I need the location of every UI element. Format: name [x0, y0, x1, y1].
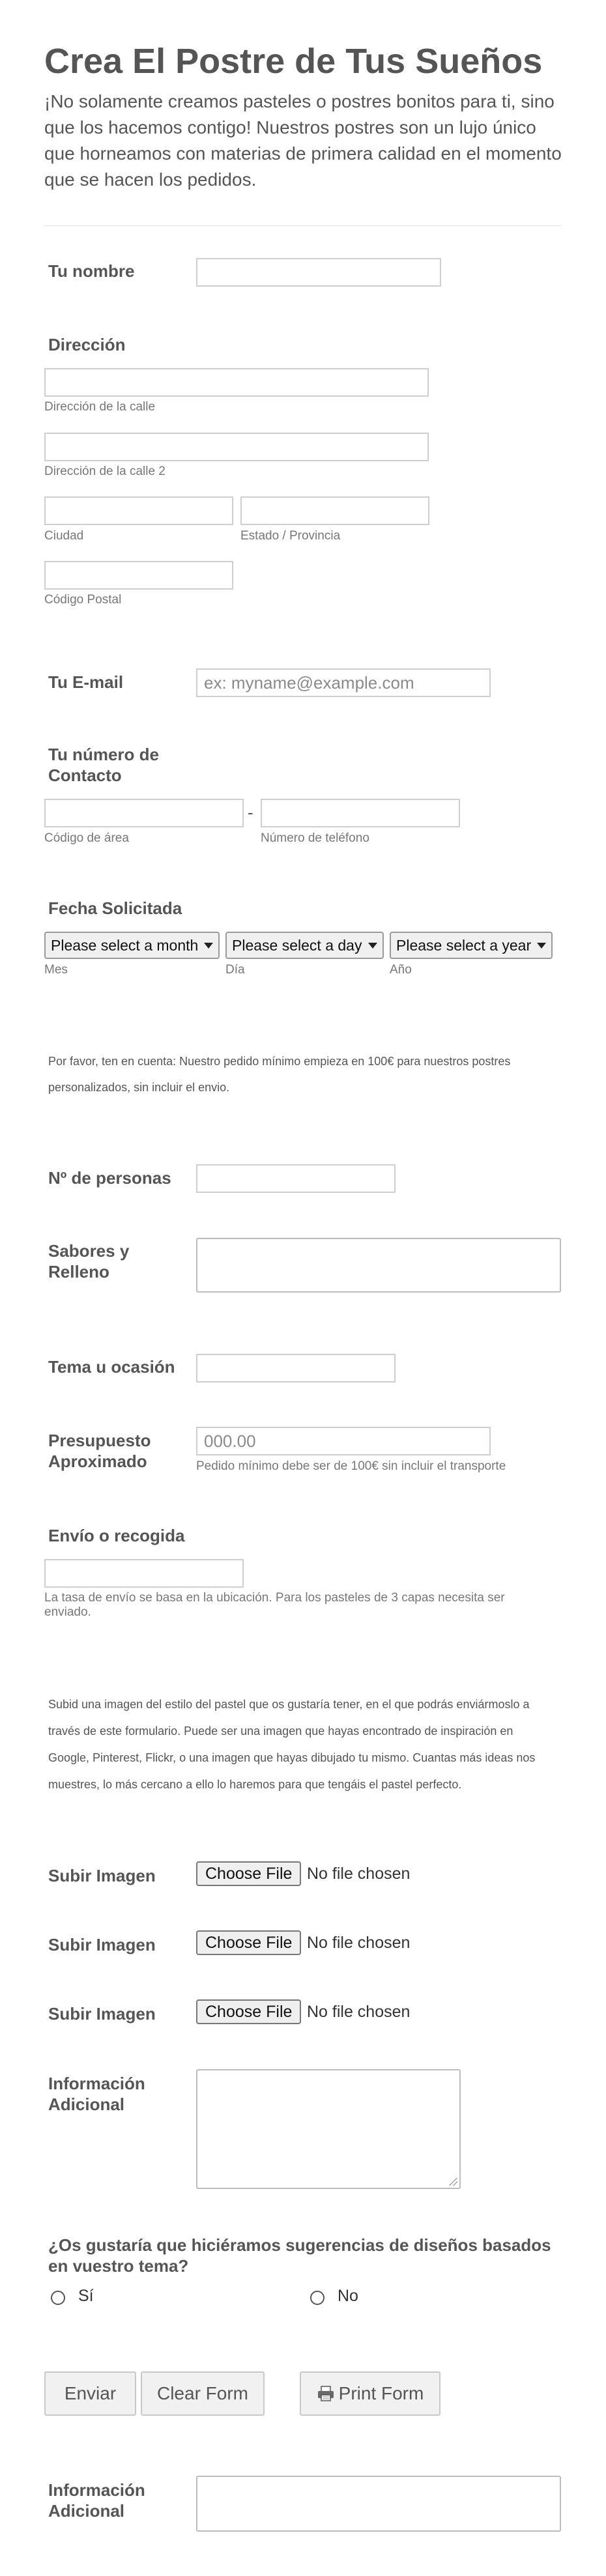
header-divider — [44, 225, 562, 226]
name-label: Tu nombre — [48, 261, 135, 281]
state-input[interactable] — [240, 496, 429, 525]
phone-number-input[interactable] — [261, 799, 460, 827]
file-status-2: No file chosen — [307, 1934, 411, 1952]
year-select[interactable] — [390, 932, 553, 959]
delivery-label: Envío o recogida — [48, 1526, 185, 1545]
delivery-sublabel: La tasa de envío se basa en la ubicación. Para los pasteles de 3 capas necesita ser enviado. — [44, 1591, 505, 1619]
street-address-input[interactable] — [44, 368, 429, 397]
postal-code-sublabel: Código Postal — [44, 593, 122, 607]
month-sublabel: Mes — [44, 963, 68, 977]
chevron-down-icon — [368, 943, 377, 949]
clear-form-button[interactable]: Clear Form — [141, 2371, 265, 2416]
day-sublabel: Día — [225, 963, 245, 977]
email-label: Tu E-mail — [48, 672, 124, 692]
city-input[interactable] — [44, 496, 233, 525]
choose-file-button-1[interactable]: Choose File — [196, 1861, 301, 1886]
minimum-order-notice: Por favor, ten en cuenta: Nuestro pedido mínimo empieza en 100€ para nuestros postres personalizados, sin incluir el envio. — [48, 1055, 511, 1094]
day-select-value: Please select a day — [232, 936, 362, 954]
additional-info-label: Información Adicional — [48, 2074, 145, 2114]
month-select-value: Please select a month — [51, 936, 199, 954]
additional-info-2-textarea[interactable] — [196, 2476, 561, 2532]
city-sublabel: Ciudad — [44, 529, 84, 543]
budget-sublabel: Pedido mínimo debe ser de 100€ sin incluir el transporte — [196, 1459, 506, 1473]
delivery-input[interactable] — [44, 1559, 244, 1588]
flavors-textarea[interactable] — [196, 1238, 561, 1293]
state-sublabel: Estado / Provincia — [240, 529, 341, 543]
area-code-sublabel: Código de área — [44, 831, 129, 845]
print-form-button[interactable] — [300, 2371, 440, 2416]
choose-file-button-3[interactable]: Choose File — [196, 1999, 301, 2024]
chevron-down-icon — [537, 943, 546, 949]
suggestions-question: ¿Os gustaría que hiciéramos sugerencias de diseños basados en vuestro tema? — [48, 2235, 551, 2276]
people-label: Nº de personas — [48, 1168, 171, 1188]
budget-label: Presupuesto Aproximado — [48, 1431, 151, 1471]
printer-icon — [317, 2385, 335, 2402]
chevron-down-icon — [204, 943, 213, 949]
address-label: Dirección — [48, 335, 126, 354]
postal-code-input[interactable] — [44, 561, 233, 590]
street-address-2-sublabel: Dirección de la calle 2 — [44, 465, 166, 478]
upload-label-3: Subir Imagen — [48, 2004, 156, 2024]
upload-label-1: Subir Imagen — [48, 1866, 156, 1885]
choose-file-button-2[interactable]: Choose File — [196, 1930, 301, 1955]
name-input[interactable] — [196, 258, 441, 287]
radio-no[interactable] — [310, 2291, 325, 2305]
phone-number-sublabel: Número de teléfono — [261, 831, 369, 845]
email-input[interactable] — [196, 668, 491, 697]
additional-info-2-label: Información Adicional — [48, 2480, 145, 2521]
budget-input[interactable] — [196, 1427, 491, 1455]
upload-label-2: Subir Imagen — [48, 1935, 156, 1954]
flavors-label: Sabores y Relleno — [48, 1241, 130, 1281]
upload-instructions: Subid una imagen del estilo del pastel que os gustaría tener, en el que podrás enviármoslo a través de este formulario. Puede ser una imagen que hayas encontrado de inspiración en Google, Pinterest, Flickr, o una imagen que hayas dibujado tu mismo. Cuantas más ideas nos muestres, lo más cercano a ello lo haremos para que tengáis el pastel perfecto. — [48, 1698, 536, 1791]
area-code-input[interactable] — [44, 799, 244, 827]
radio-yes-label: Sí — [78, 2287, 94, 2305]
additional-info-textarea[interactable] — [196, 2069, 461, 2189]
radio-no-label: No — [338, 2287, 358, 2305]
year-select-value: Please select a year — [396, 936, 532, 954]
phone-separator: - — [248, 803, 253, 822]
month-select[interactable] — [44, 932, 220, 959]
theme-input[interactable] — [196, 1354, 396, 1382]
street-address-2-input[interactable] — [44, 433, 429, 461]
resize-handle-icon[interactable] — [450, 2178, 457, 2186]
submit-button[interactable]: Enviar — [44, 2371, 136, 2416]
radio-yes[interactable] — [51, 2291, 65, 2305]
people-input[interactable] — [196, 1164, 396, 1193]
theme-label: Tema u ocasión — [48, 1357, 175, 1377]
page-title: Crea El Postre de Tus Sueños — [44, 42, 543, 81]
print-form-label: Print Form — [338, 2383, 424, 2403]
street-address-sublabel: Dirección de la calle — [44, 400, 156, 414]
page-description: ¡No solamente creamos pasteles o postres bonitos para ti, sino que los hacemos contigo! Nuestros postres son un lujo único que horneamos con materias de primera calidad en el momento que se hacen los pedidos. — [44, 91, 562, 190]
file-status-1: No file chosen — [307, 1865, 411, 1883]
file-status-3: No file chosen — [307, 2003, 411, 2021]
date-label: Fecha Solicitada — [48, 898, 182, 918]
year-sublabel: Año — [390, 963, 412, 977]
phone-label: Tu número de Contacto — [48, 745, 159, 785]
day-select[interactable] — [225, 932, 384, 959]
